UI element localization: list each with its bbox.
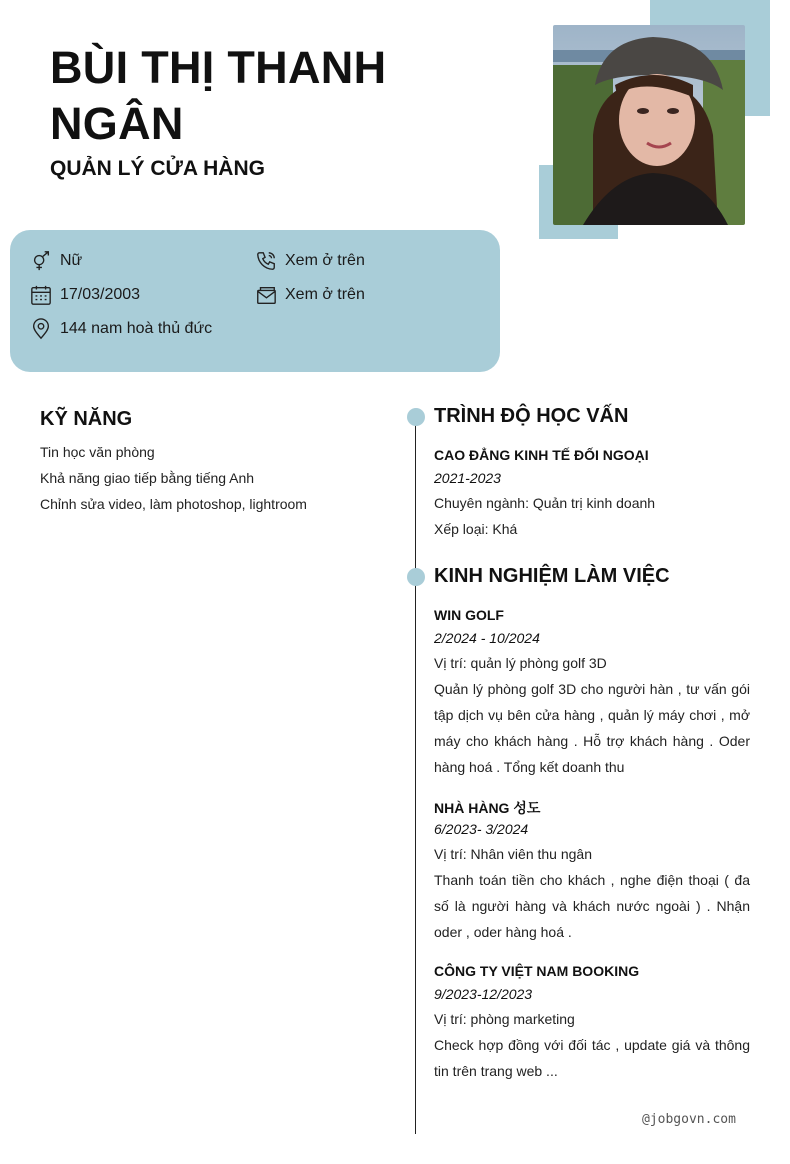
gender-icon xyxy=(30,250,52,272)
job-description: Check hợp đồng với đối tác , update giá và thông tin trên trang web ... xyxy=(434,1037,750,1079)
site-watermark: @jobgovn.com xyxy=(642,1112,736,1127)
timeline-dot xyxy=(407,408,425,426)
job-description: Thanh toán tiền cho khách , nghe điện thoại ( đa số là người hàng và khách nước ngoài ) . Nhận oder , oder hàng hoá . xyxy=(434,872,750,940)
job-company: WIN GOLF xyxy=(434,607,504,623)
job-description: Quản lý phòng golf 3D cho người hàn , tư vấn gói tập dịch vụ bên cửa hàng , quản lý máy chơi , mở máy cho khách hàng . Hỗ trợ khách hàng . Oder hàng hoá . Tổng kết doanh thu xyxy=(434,681,750,775)
job-company: CÔNG TY VIỆT NAM BOOKING xyxy=(434,963,640,979)
education-period: 2021-2023 xyxy=(434,470,501,486)
skill-item: Tin học văn phòng xyxy=(40,444,155,460)
birthdate-item xyxy=(30,284,140,306)
experience-heading: KINH NGHIỆM LÀM VIỆC xyxy=(434,565,670,587)
gender-item xyxy=(30,250,82,272)
skills-heading: KỸ NĂNG xyxy=(40,408,133,430)
job-position: Vị trí: Nhân viên thu ngân xyxy=(434,846,592,862)
education-major: Chuyên ngành: Quản trị kinh doanh xyxy=(434,495,656,511)
phone-value: Xem ở trên xyxy=(285,252,365,269)
job-period: 9/2023-12/2023 xyxy=(434,986,533,1002)
education-heading: TRÌNH ĐỘ HỌC VẤN xyxy=(434,405,629,427)
gender-value: Nữ xyxy=(60,252,83,269)
skill-item: Chỉnh sửa video, làm photoshop, lightroom xyxy=(40,496,307,512)
address-value: 144 nam hoà thủ đức xyxy=(60,320,213,337)
job-period: 6/2023- 3/2024 xyxy=(434,821,529,837)
job-title: QUẢN LÝ CỬA HÀNG xyxy=(50,157,265,180)
address-item xyxy=(30,318,212,340)
school-name: CAO ĐẲNG KINH TẾ ĐỐI NGOẠI xyxy=(434,447,649,463)
education-grade: Xếp loại: Khá xyxy=(434,521,518,537)
candidate-name: BÙI THỊ THANH NGÂN xyxy=(50,42,387,149)
job-position: Vị trí: phòng marketing xyxy=(434,1011,575,1027)
skill-item: Khả năng giao tiếp bằng tiếng Anh xyxy=(40,470,255,486)
job-position: Vị trí: quản lý phòng golf 3D xyxy=(434,655,607,671)
contact-info-panel xyxy=(10,230,500,372)
job-company: NHÀ HÀNG 성도 xyxy=(434,800,541,816)
birthdate-value: 17/03/2003 xyxy=(60,286,141,303)
phone-item xyxy=(255,250,365,272)
location-icon xyxy=(30,318,52,340)
email-value: Xem ở trên xyxy=(285,286,365,303)
timeline-dot xyxy=(407,568,425,586)
timeline-line xyxy=(415,416,416,1134)
profile-photo xyxy=(553,25,745,225)
phone-icon xyxy=(255,250,277,272)
job-period: 2/2024 - 10/2024 xyxy=(434,630,540,646)
email-icon xyxy=(255,284,277,306)
email-item xyxy=(255,284,365,306)
calendar-icon xyxy=(30,284,52,306)
